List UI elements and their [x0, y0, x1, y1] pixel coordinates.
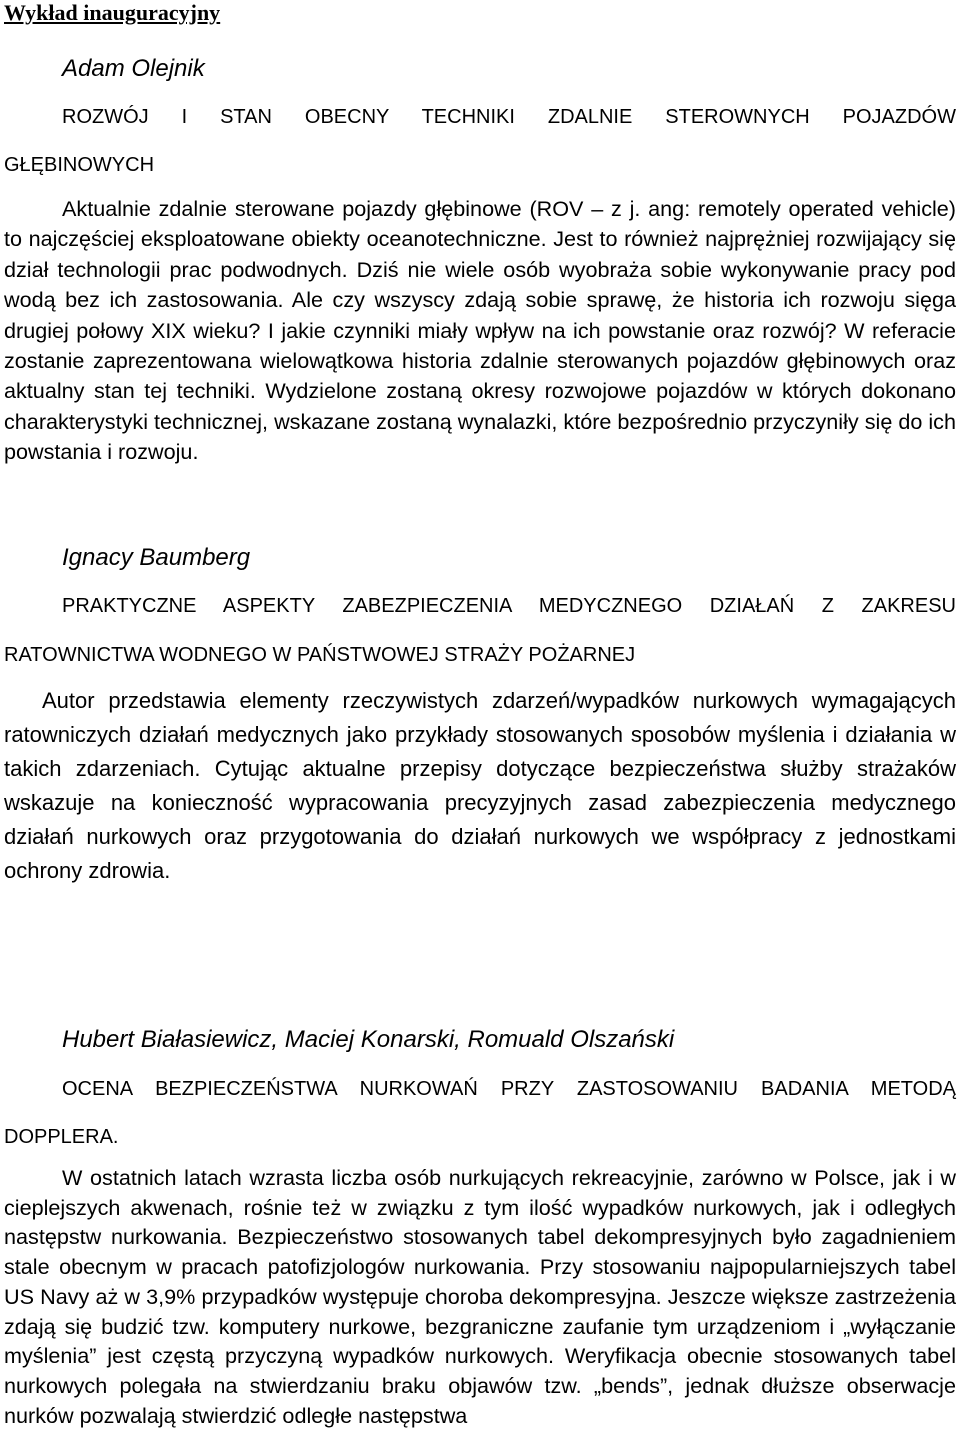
section-header: Wykład inauguracyjny: [4, 0, 221, 25]
abstract-paragraph: Aktualnie zdalnie sterowane pojazdy głębinowe (ROV – z j. ang: remotely operated vehicle) to najczęściej eksploatowane obiekty oceanotechniczne. Jest to również najprężniej rozwijający się dział technologii prac podwodnych. Dziś nie wiele osób wyobraża sobie wykonywanie pracy pod wodą bez ich zastosowania. Ale czy wszyscy zdają sobie sprawę, że historia ich rozwoju sięga drugiej połowy XIX wieku? I jakie czynniki miały wpływ na ich powstanie oraz rozwój? W referacie zostanie zaprezentowana wielowątkowa historia zdalnie sterowanych pojazdów głębinowych oraz aktualny stan tej techniki. Wydzielone zostaną okresy rozwojowe pojazdów w których dokonano charakterystyki technicznej, wskazane zostaną wynalazki, które bezpośrednio przyczyniły się do ich powstania i rozwoju.: [4, 196, 956, 465]
paper-title-line-2: DOPPLERA.: [4, 1126, 119, 1148]
paper-title-line-1: ROZWÓJ I STAN OBECNY TECHNIKI ZDALNIE STEROWNYCH POJAZDÓW: [62, 106, 956, 128]
abstract-paragraph: Autor przedstawia elementy rzeczywistych zdarzeń/wypadków nurkowych wymagających ratowniczych działań medycznych jako przykłady stosowanych sposobów myślenia i działania w takich zdarzeniach. Cytując aktualne przepisy dotyczące bezpieczeństwa służby strażaków wskazuje na konieczność wypracowania precyzyjnych zasad zabezpieczenia medycznego działań nurkowych oraz przygotowania do działań nurkowych we współpracy z jednostkami ochrony zdrowia.: [4, 688, 956, 883]
author-name: Hubert Białasiewicz, Maciej Konarski, Romuald Olszański: [62, 1026, 675, 1053]
paper-title-line-1: OCENA BEZPIECZEŃSTWA NURKOWAŃ PRZY ZASTOSOWANIU BADANIA METODĄ: [62, 1078, 956, 1100]
paper-title-line-1: PRAKTYCZNE ASPEKTY ZABEZPIECZENIA MEDYCZNEGO DZIAŁAŃ Z ZAKRESU: [62, 595, 956, 617]
author-name: Ignacy Baumberg: [62, 544, 251, 571]
paper-title-line-2: GŁĘBINOWYCH: [4, 154, 155, 176]
author-name: Adam Olejnik: [62, 55, 205, 82]
paper-title-line-2: RATOWNICTWA WODNEGO W PAŃSTWOWEJ STRAŻY POŻARNEJ: [4, 644, 636, 666]
abstract-paragraph: W ostatnich latach wzrasta liczba osób nurkujących rekreacyjnie, zarówno w Polsce, jak i w cieplejszych akwenach, rośnie też w związku z tym ilość wypadków nurkowych, jak i odległych następstw nurkowania. Bezpieczeństwo stosowanych tabel dekompresyjnych było zagadnieniem stale obecnym w pracach patofizjologów nurkowania. Przy stosowaniu najpopularniejszych tabel US Navy aż w 3,9% przypadków występuje choroba dekompresyjna. Jeszcze większe zastrzeżenia zdają się budzić tzw. komputery nurkowe, bezgraniczne zaufanie tym urządzeniom i „wyłączanie myślenia” jest częstą przyczyną wypadków nurkowych. Weryfikacja obecnie stosowanych tabel nurkowych polegała na stwierdzaniu braku objawów tzw. „bends”, jednak dłuższe obserwacje nurków pozwalają stwierdzić odległe następstwa: [4, 1165, 956, 1428]
